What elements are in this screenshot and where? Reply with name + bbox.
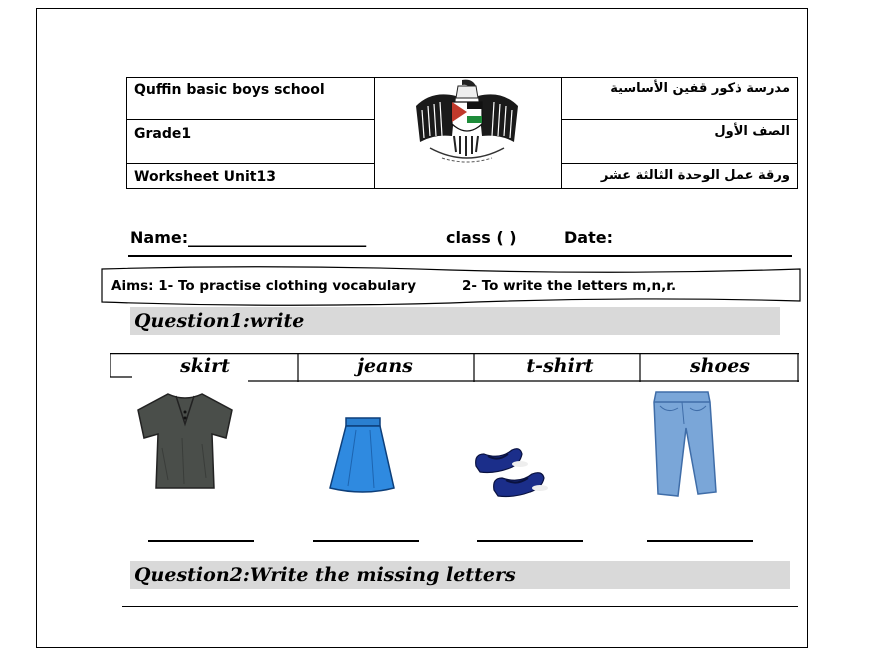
- name-label: Name:: [130, 228, 189, 247]
- worksheet-title-english: Worksheet Unit13: [134, 169, 276, 185]
- header-divider-left: [374, 77, 375, 189]
- t-shirt-picture-icon: [132, 388, 238, 494]
- aim-one: Aims: 1- To practise clothing vocabulary: [111, 278, 416, 294]
- header-row-line-right-2: [561, 163, 798, 164]
- skirt-picture-icon: [326, 414, 398, 496]
- answer-blank-3[interactable]: [477, 540, 583, 542]
- class-label: class ( ): [446, 228, 517, 247]
- word-skirt: skirt: [180, 355, 230, 377]
- grade-arabic: الصف الأول: [714, 124, 790, 139]
- grade-english: Grade1: [134, 126, 192, 142]
- question2-table-top-line: [122, 606, 798, 607]
- word-shoes: shoes: [690, 355, 750, 377]
- header-row-line-left-1: [126, 119, 375, 120]
- date-label: Date:: [564, 228, 613, 247]
- shoes-picture-icon: [470, 442, 556, 502]
- school-name-english: Quffin basic boys school: [134, 82, 325, 98]
- word-t-shirt: t-shirt: [526, 355, 594, 377]
- palestinian-eagle-emblem-icon: [412, 76, 522, 166]
- school-name-arabic: مدرسة ذكور قفين الأساسية: [610, 81, 790, 96]
- question2-title: Question2:Write the missing letters: [130, 561, 790, 589]
- header-divider-right: [561, 77, 562, 189]
- answer-blank-4[interactable]: [647, 540, 753, 542]
- question1-title: Question1:write: [130, 307, 780, 335]
- header-row-line-left-2: [126, 163, 375, 164]
- jeans-picture-icon: [646, 388, 722, 500]
- header-row-line-right-1: [561, 119, 798, 120]
- answer-blank-2[interactable]: [313, 540, 419, 542]
- student-info-row: [130, 228, 790, 256]
- aim-two: 2- To write the letters m,n,r.: [462, 278, 677, 294]
- worksheet-title-arabic: ورقة عمل الوحدة الثالثة عشر: [600, 168, 790, 183]
- answer-blank-1[interactable]: [148, 540, 254, 542]
- name-row-underline: [128, 255, 792, 257]
- name-input[interactable]: ________________________: [188, 228, 366, 247]
- word-jeans: jeans: [357, 355, 413, 377]
